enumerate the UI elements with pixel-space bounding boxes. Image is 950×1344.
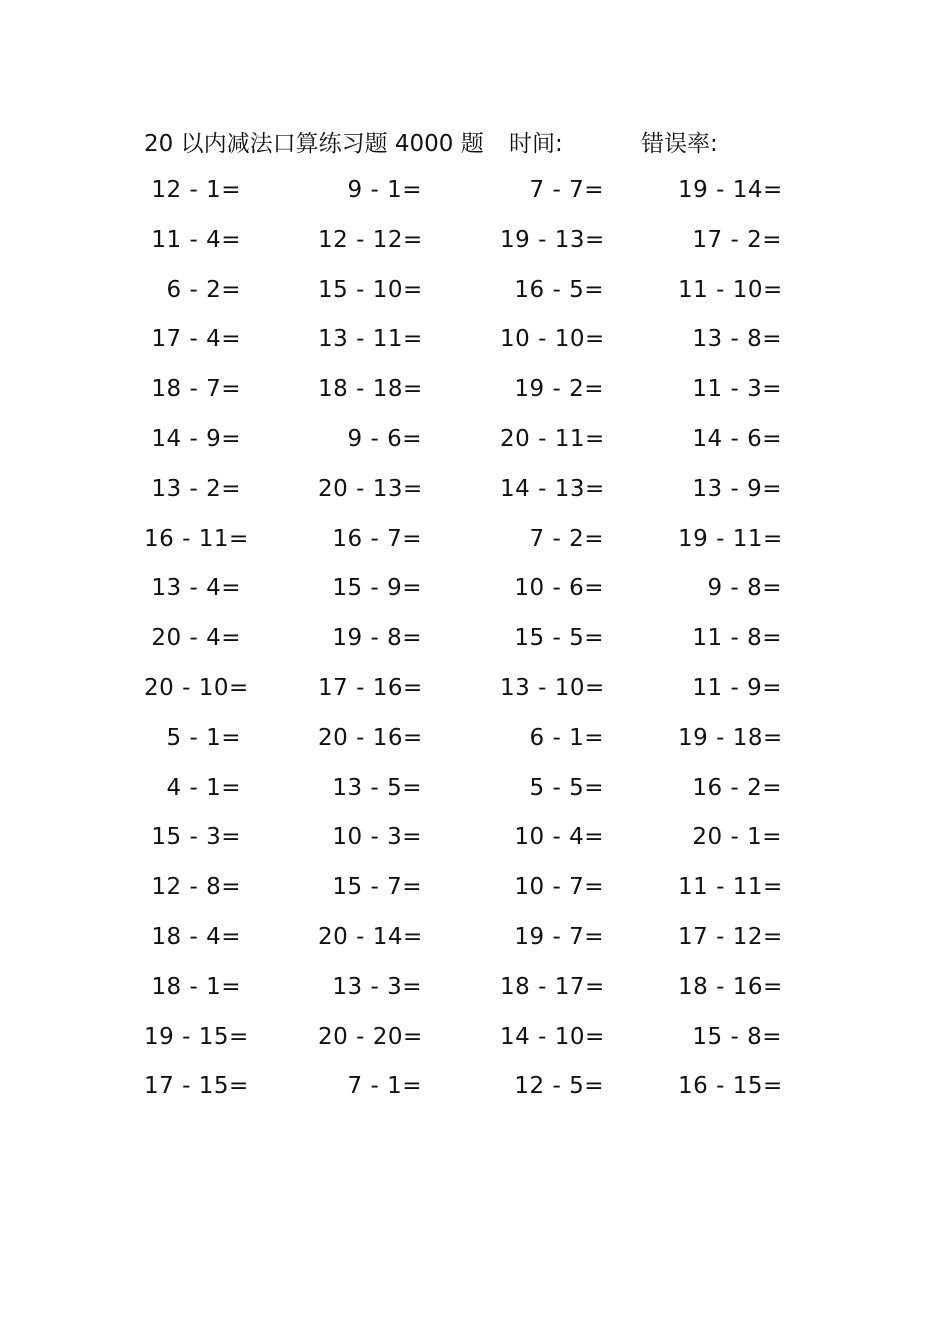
subtraction-problem: 19 - 15= (144, 1023, 249, 1050)
subtraction-problem: 20 - 10= (144, 674, 249, 701)
subtraction-problem: 13 - 8= (692, 326, 782, 353)
subtraction-problem: 11 - 3= (692, 376, 782, 403)
problem-row (0, 166, 950, 216)
problem-row (0, 1062, 950, 1112)
subtraction-problem: 20 - 11= (500, 425, 605, 452)
subtraction-problem: 16 - 5= (514, 276, 604, 303)
subtraction-problem: 20 - 14= (318, 923, 423, 950)
subtraction-problem: 14 - 13= (500, 475, 605, 502)
subtraction-problem: 20 - 16= (318, 724, 423, 751)
subtraction-problem: 19 - 8= (332, 625, 422, 652)
subtraction-problem: 18 - 18= (318, 376, 423, 403)
subtraction-problem: 11 - 11= (678, 874, 783, 901)
problem-grid (0, 166, 950, 1112)
subtraction-problem: 13 - 3= (332, 973, 422, 1000)
problem-row (0, 863, 950, 913)
subtraction-problem: 17 - 15= (144, 1073, 249, 1100)
subtraction-problem: 11 - 10= (678, 276, 783, 303)
problem-row (0, 614, 950, 664)
problem-row (0, 664, 950, 714)
subtraction-problem: 10 - 7= (514, 874, 604, 901)
subtraction-problem: 10 - 6= (514, 575, 604, 602)
subtraction-problem: 16 - 11= (144, 525, 249, 552)
subtraction-problem: 5 - 1= (166, 724, 241, 751)
subtraction-problem: 7 - 1= (347, 1073, 422, 1100)
subtraction-problem: 15 - 3= (151, 824, 241, 851)
subtraction-problem: 13 - 4= (151, 575, 241, 602)
subtraction-problem: 19 - 14= (678, 177, 783, 203)
subtraction-problem: 20 - 1= (692, 824, 782, 851)
error-rate-label: 错误率: (641, 131, 718, 157)
problem-row (0, 315, 950, 365)
problem-row (0, 963, 950, 1013)
subtraction-problem: 20 - 20= (318, 1023, 423, 1050)
subtraction-problem: 19 - 2= (514, 376, 604, 403)
subtraction-problem: 16 - 2= (692, 774, 782, 801)
problem-row (0, 1013, 950, 1063)
problem-row (0, 216, 950, 266)
subtraction-problem: 7 - 7= (529, 177, 604, 203)
subtraction-problem: 17 - 2= (692, 226, 782, 253)
subtraction-problem: 13 - 9= (692, 475, 782, 502)
subtraction-problem: 13 - 11= (318, 326, 423, 353)
subtraction-problem: 17 - 16= (318, 674, 423, 701)
subtraction-problem: 12 - 8= (151, 874, 241, 901)
subtraction-problem: 18 - 17= (500, 973, 605, 1000)
subtraction-problem: 12 - 12= (318, 226, 423, 253)
subtraction-problem: 14 - 10= (500, 1023, 605, 1050)
problem-row (0, 415, 950, 465)
subtraction-problem: 16 - 7= (332, 525, 422, 552)
problem-row (0, 764, 950, 814)
problem-row (0, 813, 950, 863)
subtraction-problem: 9 - 8= (707, 575, 782, 602)
subtraction-problem: 18 - 7= (151, 376, 241, 403)
subtraction-problem: 12 - 1= (151, 177, 241, 203)
subtraction-problem: 17 - 12= (678, 923, 783, 950)
subtraction-problem: 15 - 10= (318, 276, 423, 303)
subtraction-problem: 10 - 10= (500, 326, 605, 353)
problem-row (0, 714, 950, 764)
subtraction-problem: 18 - 4= (151, 923, 241, 950)
subtraction-problem: 6 - 2= (166, 276, 241, 303)
subtraction-problem: 10 - 3= (332, 824, 422, 851)
subtraction-problem: 15 - 9= (332, 575, 422, 602)
subtraction-problem: 19 - 11= (678, 525, 783, 552)
problem-row (0, 564, 950, 614)
subtraction-problem: 17 - 4= (151, 326, 241, 353)
subtraction-problem: 18 - 16= (678, 973, 783, 1000)
subtraction-problem: 13 - 10= (500, 674, 605, 701)
problem-row (0, 365, 950, 415)
subtraction-problem: 9 - 1= (347, 177, 422, 203)
subtraction-problem: 10 - 4= (514, 824, 604, 851)
subtraction-problem: 15 - 7= (332, 874, 422, 901)
subtraction-problem: 16 - 15= (678, 1073, 783, 1100)
subtraction-problem: 19 - 7= (514, 923, 604, 950)
subtraction-problem: 6 - 1= (529, 724, 604, 751)
problem-row (0, 515, 950, 565)
subtraction-problem: 14 - 6= (692, 425, 782, 452)
subtraction-problem: 15 - 5= (514, 625, 604, 652)
subtraction-problem: 20 - 4= (151, 625, 241, 652)
time-label: 时间: (509, 131, 563, 157)
subtraction-problem: 19 - 13= (500, 226, 605, 253)
subtraction-problem: 11 - 4= (151, 226, 241, 253)
subtraction-problem: 4 - 1= (166, 774, 241, 801)
subtraction-problem: 11 - 9= (692, 674, 782, 701)
subtraction-problem: 15 - 8= (692, 1023, 782, 1050)
subtraction-problem: 9 - 6= (347, 425, 422, 452)
subtraction-problem: 5 - 5= (529, 774, 604, 801)
worksheet-title: 20 以内减法口算练习题 4000 题 (144, 131, 484, 157)
subtraction-problem: 19 - 18= (678, 724, 783, 751)
subtraction-problem: 13 - 5= (332, 774, 422, 801)
problem-row (0, 465, 950, 515)
subtraction-problem: 12 - 5= (514, 1073, 604, 1100)
subtraction-problem: 7 - 2= (529, 525, 604, 552)
subtraction-problem: 14 - 9= (151, 425, 241, 452)
subtraction-problem: 13 - 2= (151, 475, 241, 502)
worksheet-header (144, 124, 844, 164)
problem-row (0, 266, 950, 316)
problem-row (0, 913, 950, 963)
subtraction-problem: 18 - 1= (151, 973, 241, 1000)
subtraction-problem: 20 - 13= (318, 475, 423, 502)
subtraction-problem: 11 - 8= (692, 625, 782, 652)
